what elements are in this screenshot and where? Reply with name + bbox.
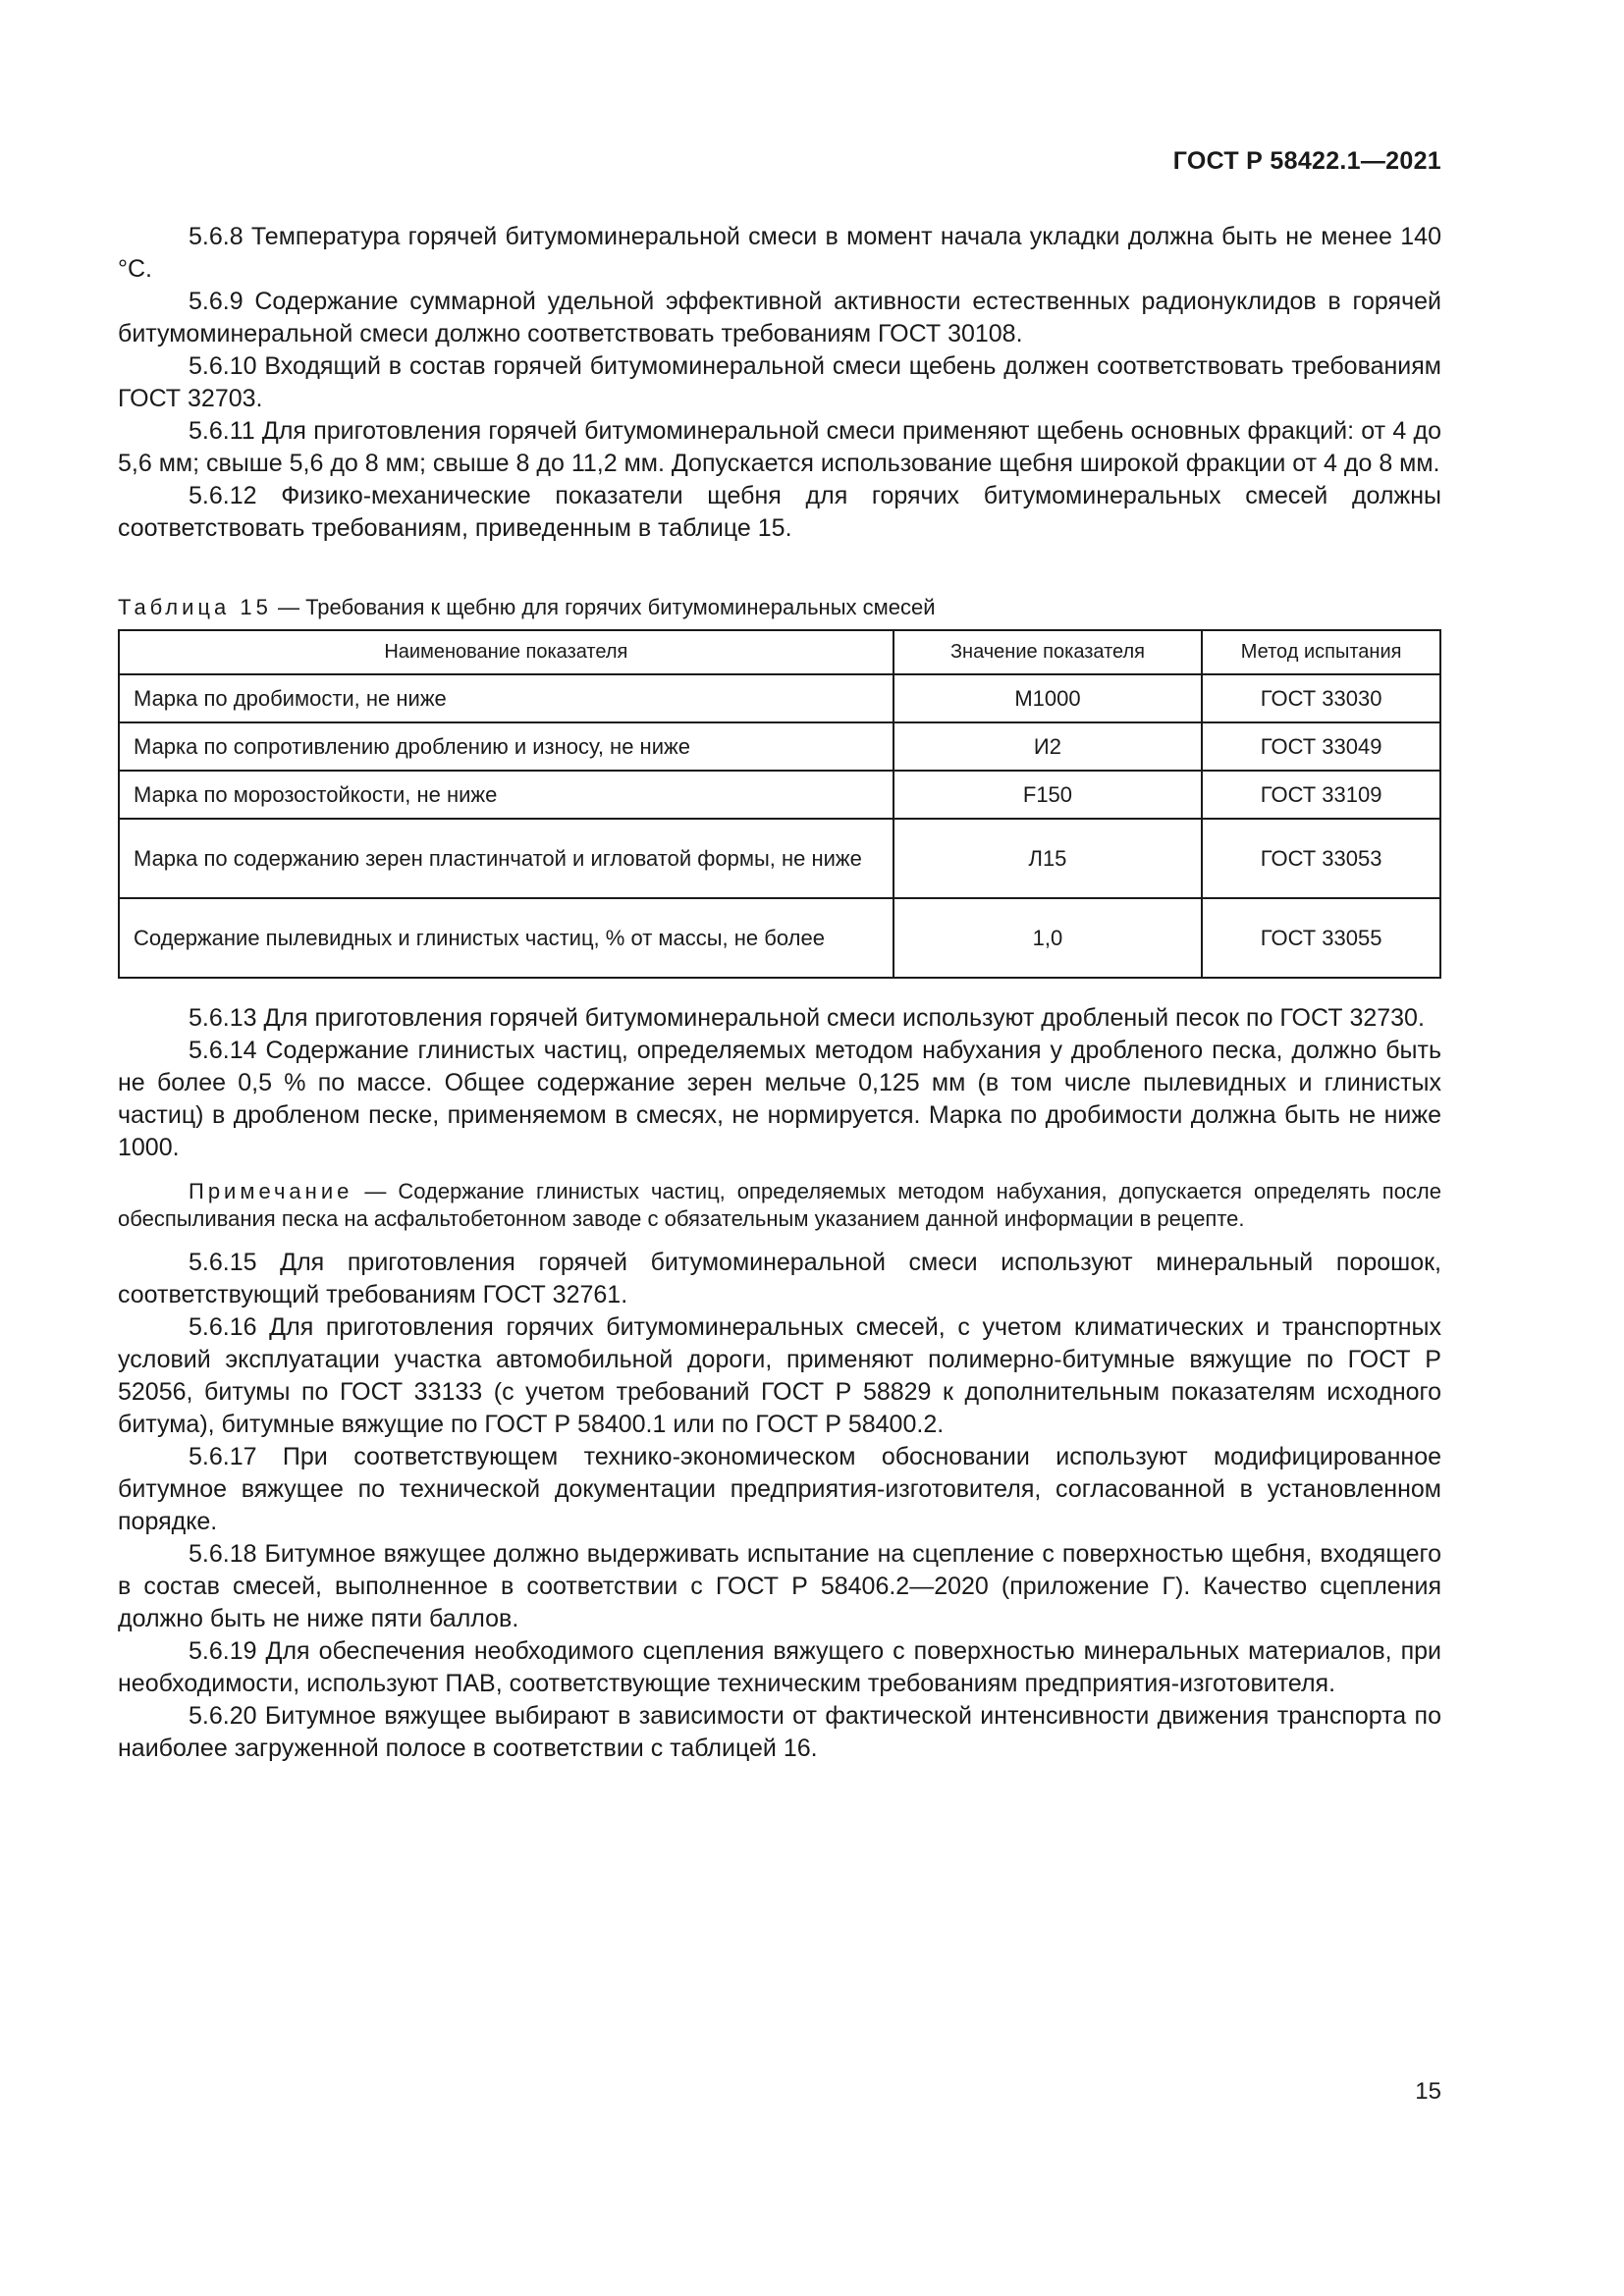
page-content [118, 221, 1441, 1765]
table-row [119, 722, 1440, 771]
cell-method: ГОСТ 33109 [1202, 771, 1440, 819]
cell-value: Л15 [893, 819, 1203, 898]
cell-indicator: Марка по морозостойкости, не ниже [119, 771, 893, 819]
cell-value: М1000 [893, 674, 1203, 722]
header-indicator-name: Наименование показателя [119, 630, 893, 674]
document-header: ГОСТ Р 58422.1—2021 [1172, 147, 1441, 175]
table-row [119, 674, 1440, 722]
paragraph-5-6-15: 5.6.15 Для приготовления горячей битумоминеральной смеси используют минеральный порошок, соответствующий требованиям ГОСТ 32761. [118, 1249, 1441, 1308]
cell-value: F150 [893, 771, 1203, 819]
paragraph-5-6-10: 5.6.10 Входящий в состав горячей битумоминеральной смеси щебень должен соответствовать требованиям ГОСТ 32703. [118, 352, 1441, 412]
cell-method: ГОСТ 33053 [1202, 819, 1440, 898]
table-caption-label: Таблица 15 [118, 595, 272, 619]
table-row [119, 819, 1440, 898]
cell-method: ГОСТ 33030 [1202, 674, 1440, 722]
table-row [119, 771, 1440, 819]
cell-indicator: Содержание пылевидных и глинистых частиц, % от массы, не более [119, 898, 893, 978]
header-test-method: Метод испытания [1202, 630, 1440, 674]
cell-indicator: Марка по дробимости, не ниже [119, 674, 893, 722]
note [118, 1178, 1441, 1233]
table-header-row [119, 630, 1440, 674]
paragraph-5-6-14: 5.6.14 Содержание глинистых частиц, определяемых методом набухания у дробленого песка, должно быть не более 0,5 % по массе. Общее содержание зерен мельче 0,125 мм (в том числе пылевидных и глинистых частиц) в дробленом песке, применяемом в смесях, не нормируется. Марка по дробимости должна быть не ниже 1000. [118, 1037, 1441, 1161]
paragraph-5-6-17: 5.6.17 При соответствующем технико-экономическом обосновании используют модифицированное битумное вяжущее по технической документации предприятия-изготовителя, согласованной в установленном порядке. [118, 1443, 1441, 1535]
paragraph-5-6-8: 5.6.8 Температура горячей битумоминеральной смеси в момент начала укладки должна быть не менее 140 °С. [118, 223, 1441, 283]
requirements-table [118, 629, 1441, 979]
paragraph-5-6-16: 5.6.16 Для приготовления горячих битумоминеральных смесей, с учетом климатических и транспортных условий эксплуатации участка автомобильной дороги, применяют полимерно-битумные вяжущие по ГОСТ Р 52056, битумы по ГОСТ 33133 (с учетом требований ГОСТ Р 58829 к дополнительным показателям исходного битума), битумные вяжущие по ГОСТ Р 58400.1 или по ГОСТ Р 58400.2. [118, 1313, 1441, 1438]
table-row [119, 898, 1440, 978]
table-caption-text: — Требования к щебню для горячих битумоминеральных смесей [271, 595, 936, 619]
paragraph-5-6-13: 5.6.13 Для приготовления горячей битумоминеральной смеси используют дробленый песок по ГОСТ 32730. [189, 1004, 1425, 1032]
note-text: — Содержание глинистых частиц, определяемых методом набухания, допускается определять после обеспыливания песка на асфальтобетонном заводе с обязательным указанием данной информации в рецепте. [118, 1179, 1441, 1231]
cell-value: 1,0 [893, 898, 1203, 978]
cell-indicator: Марка по содержанию зерен пластинчатой и игловатой формы, не ниже [119, 819, 893, 898]
note-label: Примечание [189, 1179, 353, 1203]
table-caption [118, 594, 1441, 621]
paragraph-5-6-20: 5.6.20 Битумное вяжущее выбирают в зависимости от фактической интенсивности движения транспорта по наиболее загруженной полосе в соответствии с таблицей 16. [118, 1702, 1441, 1762]
cell-value: И2 [893, 722, 1203, 771]
paragraph-5-6-9: 5.6.9 Содержание суммарной удельной эффективной активности естественных радионуклидов в горячей битумоминеральной смеси должно соответствовать требованиям ГОСТ 30108. [118, 288, 1441, 347]
header-indicator-value: Значение показателя [893, 630, 1203, 674]
page-number: 15 [1415, 2078, 1441, 2105]
paragraph-5-6-11: 5.6.11 Для приготовления горячей битумоминеральной смеси применяют щебень основных фракций: от 4 до 5,6 мм; свыше 5,6 до 8 мм; свыше 8 до 11,2 мм. Допускается использование щебня широкой фракции от 4 до 8 мм. [118, 417, 1441, 477]
cell-method: ГОСТ 33055 [1202, 898, 1440, 978]
paragraph-5-6-18: 5.6.18 Битумное вяжущее должно выдерживать испытание на сцепление с поверхностью щебня, входящего в состав смесей, выполненное в соответствии с ГОСТ Р 58406.2—2020 (приложение Г). Качество сцепления должно быть не ниже пяти баллов. [118, 1540, 1441, 1632]
paragraph-5-6-19: 5.6.19 Для обеспечения необходимого сцепления вяжущего с поверхностью минеральных материалов, при необходимости, используют ПАВ, соответствующие техническим требованиям предприятия-изготовителя. [118, 1637, 1441, 1697]
paragraph-5-6-12: 5.6.12 Физико-механические показатели щебня для горячих битумоминеральных смесей должны соответствовать требованиям, приведенным в таблице 15. [118, 482, 1441, 542]
cell-method: ГОСТ 33049 [1202, 722, 1440, 771]
cell-indicator: Марка по сопротивлению дроблению и износу, не ниже [119, 722, 893, 771]
